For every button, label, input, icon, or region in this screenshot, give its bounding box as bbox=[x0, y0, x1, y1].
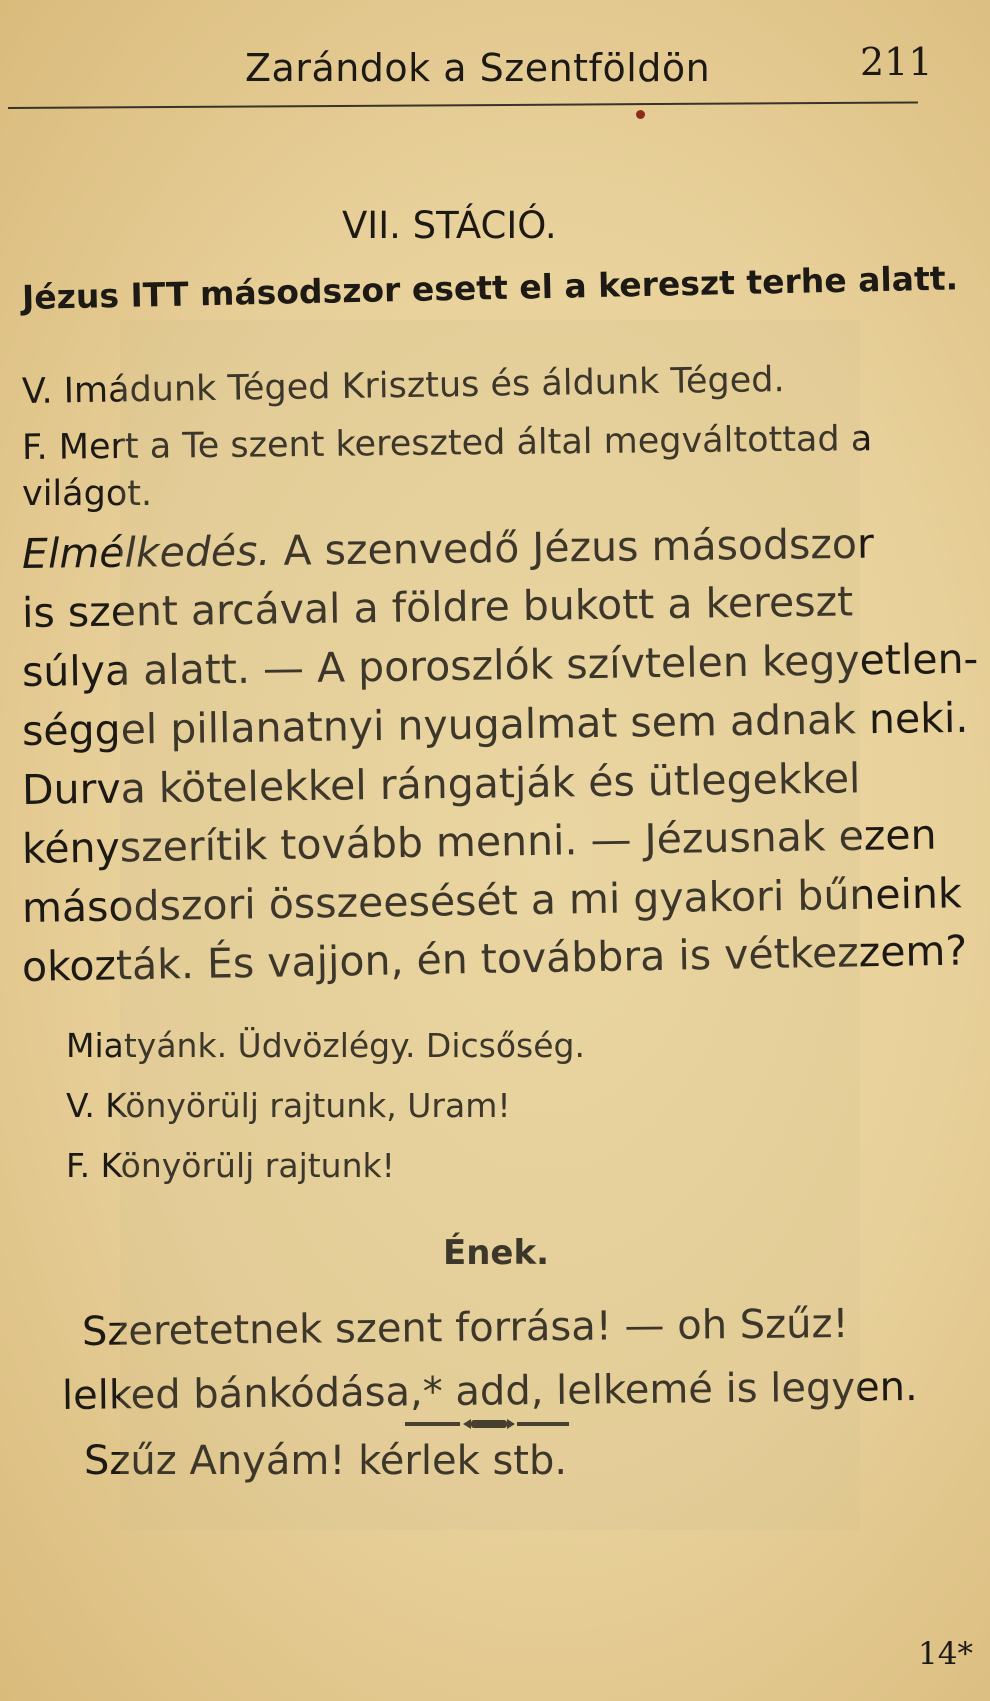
header-rule bbox=[8, 101, 918, 109]
meditation-line-7: másodszori összeesését a mi gyakori bűneink bbox=[21, 869, 963, 932]
prayer-line-2: V. Könyörülj rajtunk, Uram! bbox=[66, 1086, 511, 1125]
song-line-3: Szűz Anyám! kérlek stb. bbox=[84, 1438, 568, 1484]
versicle-line: V. Imádunk Téged Krisztus és áldunk Téged. bbox=[21, 360, 785, 412]
station-title: VII. STÁCIÓ. bbox=[342, 204, 557, 247]
prayer-line-1: Miatyánk. Üdvözlégy. Dicsőség. bbox=[66, 1026, 585, 1065]
meditation-line-6: kényszerítik tovább menni. — Jézusnak ezen bbox=[21, 810, 937, 873]
running-title: Zarándok a Szentföldön bbox=[245, 46, 711, 90]
response-line-continued: világot. bbox=[22, 474, 153, 514]
page-number: 211 bbox=[860, 40, 933, 84]
ornament-divider-icon bbox=[405, 1414, 595, 1434]
prayer-line-3: F. Könyörülj rajtunk! bbox=[66, 1146, 395, 1185]
station-subtitle: Jézus ITT másodszor esett el a kereszt terhe alatt. bbox=[21, 258, 959, 317]
ink-dot bbox=[636, 110, 645, 119]
meditation-line-8: okozták. És vajjon, én továbbra is vétkezzem? bbox=[21, 926, 968, 991]
meditation-line-5: Durva kötelekkel rángatják és ütlegekkel bbox=[21, 754, 861, 814]
meditation-line-4: séggel pillanatnyi nyugalmat sem adnak neki. bbox=[21, 693, 969, 755]
meditation-line-2: is szent arcával a földre bukott a kereszt bbox=[21, 577, 854, 637]
song-line-1: Szeretetnek szent forrása! — oh Szűz! bbox=[81, 1300, 849, 1355]
song-title: Ének. bbox=[443, 1233, 550, 1273]
meditation-line-3: súlya alatt. — A poroszlók szívtelen kegyetlen- bbox=[21, 634, 979, 696]
song-line-2: lelked bánkódása,* add, lelkemé is legyen. bbox=[61, 1364, 918, 1419]
meditation-line-1 bbox=[22, 520, 874, 578]
signature-mark: 14* bbox=[918, 1636, 973, 1672]
meditation-label: Elmélkedés. bbox=[21, 526, 271, 578]
meditation-line-1-text: A szenvedő Jézus másodszor bbox=[270, 519, 875, 575]
response-line: F. Mert a Te szent kereszted által megváltottad a bbox=[21, 419, 873, 468]
